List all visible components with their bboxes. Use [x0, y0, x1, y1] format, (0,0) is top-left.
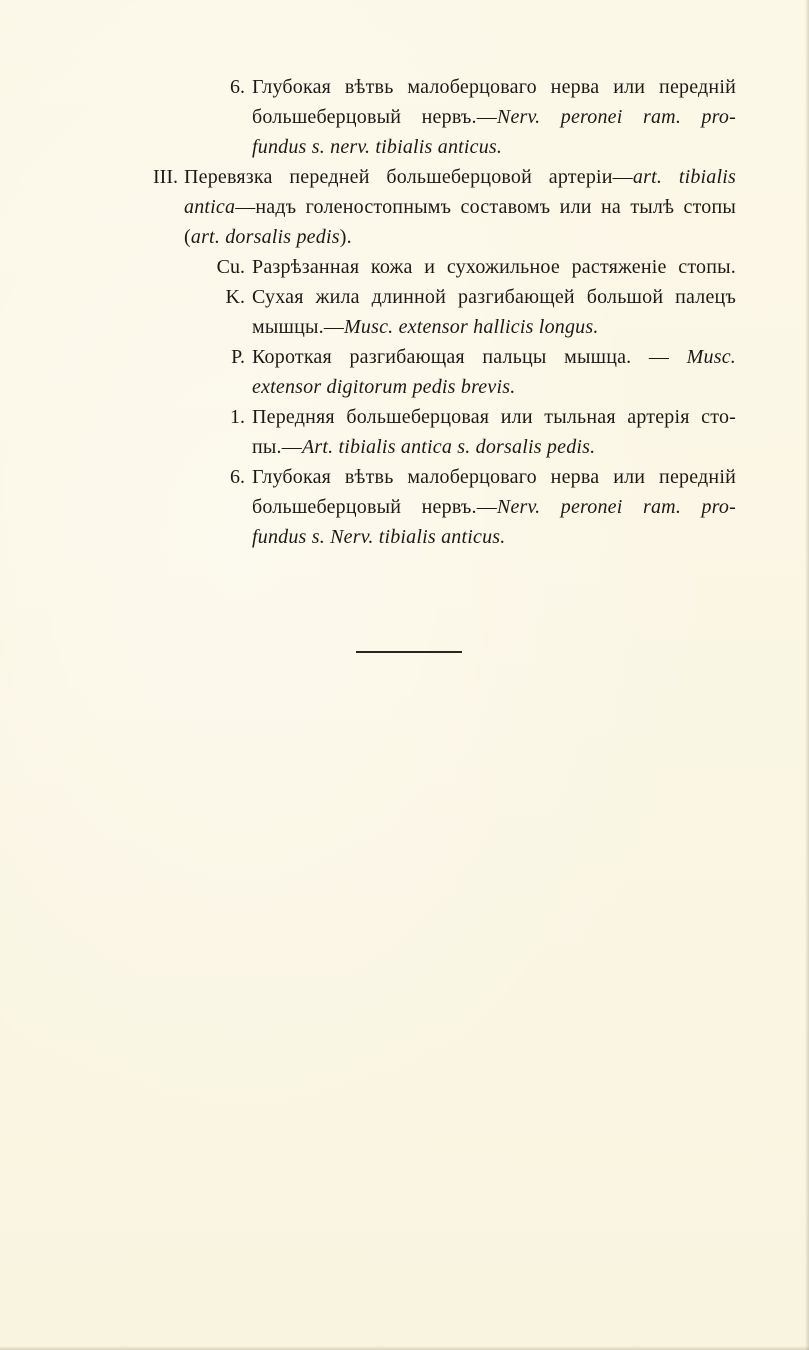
entry-text-line: Сухая жила длинной разгибающей большой палецъ	[252, 286, 736, 308]
entry-marker: K.	[225, 286, 245, 308]
section-marker: III.	[153, 166, 178, 188]
entry-text-line: Глубокая вѣтвь малоберцоваго нерва или передній	[252, 466, 736, 488]
entry-text-line: Короткая разгибающая пальцы мышца. — Musc.	[252, 346, 736, 368]
section-heading-line: (art. dorsalis pedis).	[184, 226, 352, 248]
entry-marker: 6.	[230, 76, 245, 98]
section-heading-line: antica—надъ голеностопнымъ составомъ или на тылѣ стопы	[184, 196, 736, 218]
entry-marker: 6.	[230, 466, 245, 488]
entry-text-line: Передняя большеберцовая или тыльная артерія сто-	[252, 406, 736, 428]
entry-marker: 1.	[230, 406, 245, 428]
entry-text-line: пы.—Art. tibialis antica s. dorsalis pedis.	[252, 436, 596, 458]
entry-text-line: большеберцовый нервъ.—Nerv. peronei ram. pro-	[252, 496, 736, 518]
entry-text-line: fundus s. Nerv. tibialis anticus.	[252, 526, 506, 548]
section-heading-line: Перевязка передней большеберцовой артеріи—art. tibialis	[184, 166, 736, 188]
entry-text-line: большеберцовый нервъ.—Nerv. peronei ram. pro-	[252, 106, 736, 128]
page-edge-shadow	[0, 1346, 809, 1350]
entry-text-line: extensor digitorum pedis brevis.	[252, 376, 516, 398]
section-end-rule	[356, 651, 462, 653]
entry-marker: Cu.	[216, 256, 245, 278]
entry-text-line: fundus s. nerv. tibialis anticus.	[252, 136, 503, 158]
entry-text-line: Глубокая вѣтвь малоберцоваго нерва или передній	[252, 76, 736, 98]
entry-marker: P.	[231, 346, 245, 368]
entry-text-line: мышцы.—Musc. extensor hallicis longus.	[252, 316, 599, 338]
page-edge-shadow	[805, 0, 809, 1350]
entry-text-line: Разрѣзанная кожа и сухожильное растяженіе стопы.	[252, 256, 736, 278]
